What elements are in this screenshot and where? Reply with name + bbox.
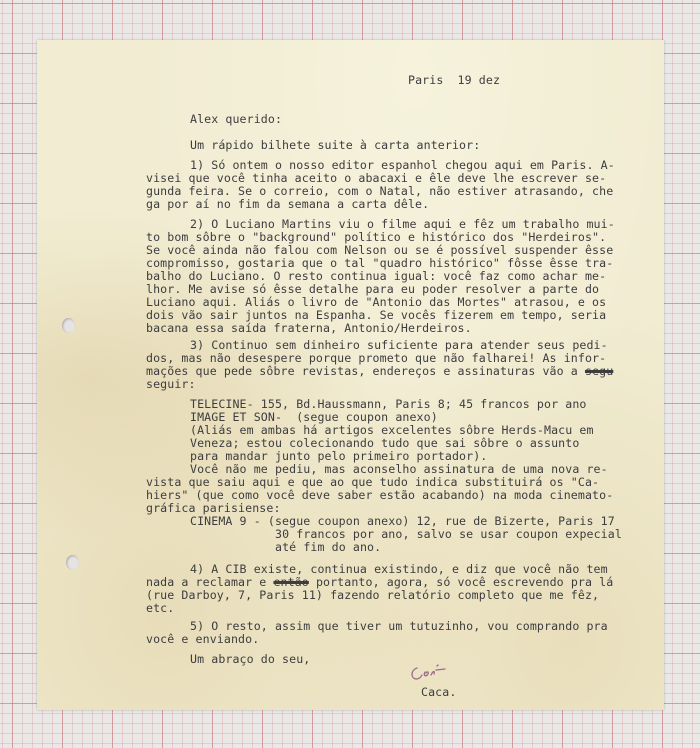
cinema-entry: CINEMA 9 - (segue coupon anexo) 12, rue de Bizerte, Paris 17 [190, 514, 615, 528]
struck-word: segu [584, 364, 614, 378]
paragraph-3-line [146, 365, 613, 378]
cinema-entry: até fim do ano. [275, 540, 382, 554]
intro-line: Um rápido bilhete suite à carta anterior: [190, 138, 481, 152]
paragraph-1-line: visei que você tinha aceito o abacaxi e êle deve lhe escrever se- [146, 171, 607, 185]
paragraph-3-line: dos, mas não desespere porque prometo que não falharei! As infor- [146, 351, 607, 365]
magazine-entry: TELECINE- 155, Bd.Haussmann, Paris 8; 45 francos por ano [190, 397, 587, 411]
paragraph-2-line: balho do Luciano. O resto continua igual: você faz como achar me- [146, 269, 607, 283]
paragraph-2-line: bacana essa saída fraterna, Antonio/Herdeiros. [146, 321, 472, 335]
magazine-entry: para mandar junto pelo primeiro portador). [190, 449, 488, 463]
recommendation-line: gráfica parisiense: [146, 501, 281, 515]
magazine-entry: Veneza; estou colecionando tudo que sai sôbre o assunto [190, 436, 580, 450]
punch-hole-upper [62, 318, 75, 333]
paragraph-2-line: dois vão sair juntos na Espanha. Se vocês fizerem em tempo, seria [146, 308, 607, 322]
paragraph-4-text: portanto, agora, só você escrevendo pra lá [308, 575, 614, 589]
paragraph-4-line: 4) A CIB existe, continua existindo, e diz que você não tem [190, 562, 608, 576]
paragraph-3-line: seguir: [146, 377, 196, 391]
paragraph-1-line: gunda feira. Se o correio, com o Natal, não estiver atrasando, che [146, 184, 614, 198]
recommendation-line: Você não me pediu, mas aconselho assinatura de uma nova re- [190, 462, 608, 476]
paragraph-4-line: etc. [146, 601, 175, 615]
recommendation-line: hiers" (que como você deve saber estão acabando) na moda cinemato- [146, 488, 614, 502]
paragraph-4-text: nada a reclamar e [146, 575, 274, 589]
salutation: Alex querido: [190, 112, 283, 126]
paragraph-2-line: Se você ainda não falou com Nelson ou se é possível suspender êsse [146, 243, 614, 257]
paragraph-2-line: compromisso, gostaria que o tal "quadro histórico" fôsse êsse tra- [146, 256, 614, 270]
cinema-entry: 30 francos por ano, salvo se usar coupon expecial [275, 527, 622, 541]
magazine-entry: (Aliás em ambas há artigos excelentes sôbre Herds-Macu em [190, 423, 594, 437]
handwritten-signature-icon [407, 662, 447, 684]
paragraph-2-line: Luciano aqui. Aliás o livro de "Antonio das Mortes" atrasou, e os [146, 295, 607, 309]
paragraph-1-line: ga por aí no fim da semana a carta dêle. [146, 197, 430, 211]
paragraph-4-line: (rue Darboy, 7, Paris 11) fazendo relatório completo que me fêz, [146, 588, 600, 602]
paragraph-3-line: 3) Continuo sem dinheiro suficiente para atender seus pedi- [190, 338, 608, 352]
struck-word: então [273, 575, 309, 589]
paragraph-2-line: 2) O Luciano Martins viu o filme aqui e fêz um trabalho mui- [190, 217, 615, 231]
closing-line: Um abraço do seu, [190, 652, 311, 666]
recommendation-line: vista que saiu aqui e que ao que tudo indica substituirá os "Ca- [146, 475, 600, 489]
paragraph-3-text: mações que pede sôbre revistas, endereços e assinaturas vão a [146, 364, 578, 378]
punch-hole-lower [66, 555, 79, 570]
paragraph-1-line: 1) Só ontem o nosso editor espanhol chegou aqui em Paris. A- [190, 158, 615, 172]
magazine-entry: IMAGE ET SON- (segue coupon anexo) [190, 410, 438, 424]
paragraph-2-line: lhor. Me avise só êsse detalhe para eu poder resolver a parte do [146, 282, 600, 296]
paragraph-5-line: você e enviando. [146, 632, 260, 646]
paragraph-2-line: to bom sôbre o "background" político e histórico dos "Herdeiros". [146, 230, 607, 244]
letter-date: Paris 19 dez [408, 73, 501, 87]
signature-name: Caca. [421, 685, 457, 699]
paragraph-5-line: 5) O resto, assim que tiver um tutuzinho, vou comprando pra [190, 619, 608, 633]
